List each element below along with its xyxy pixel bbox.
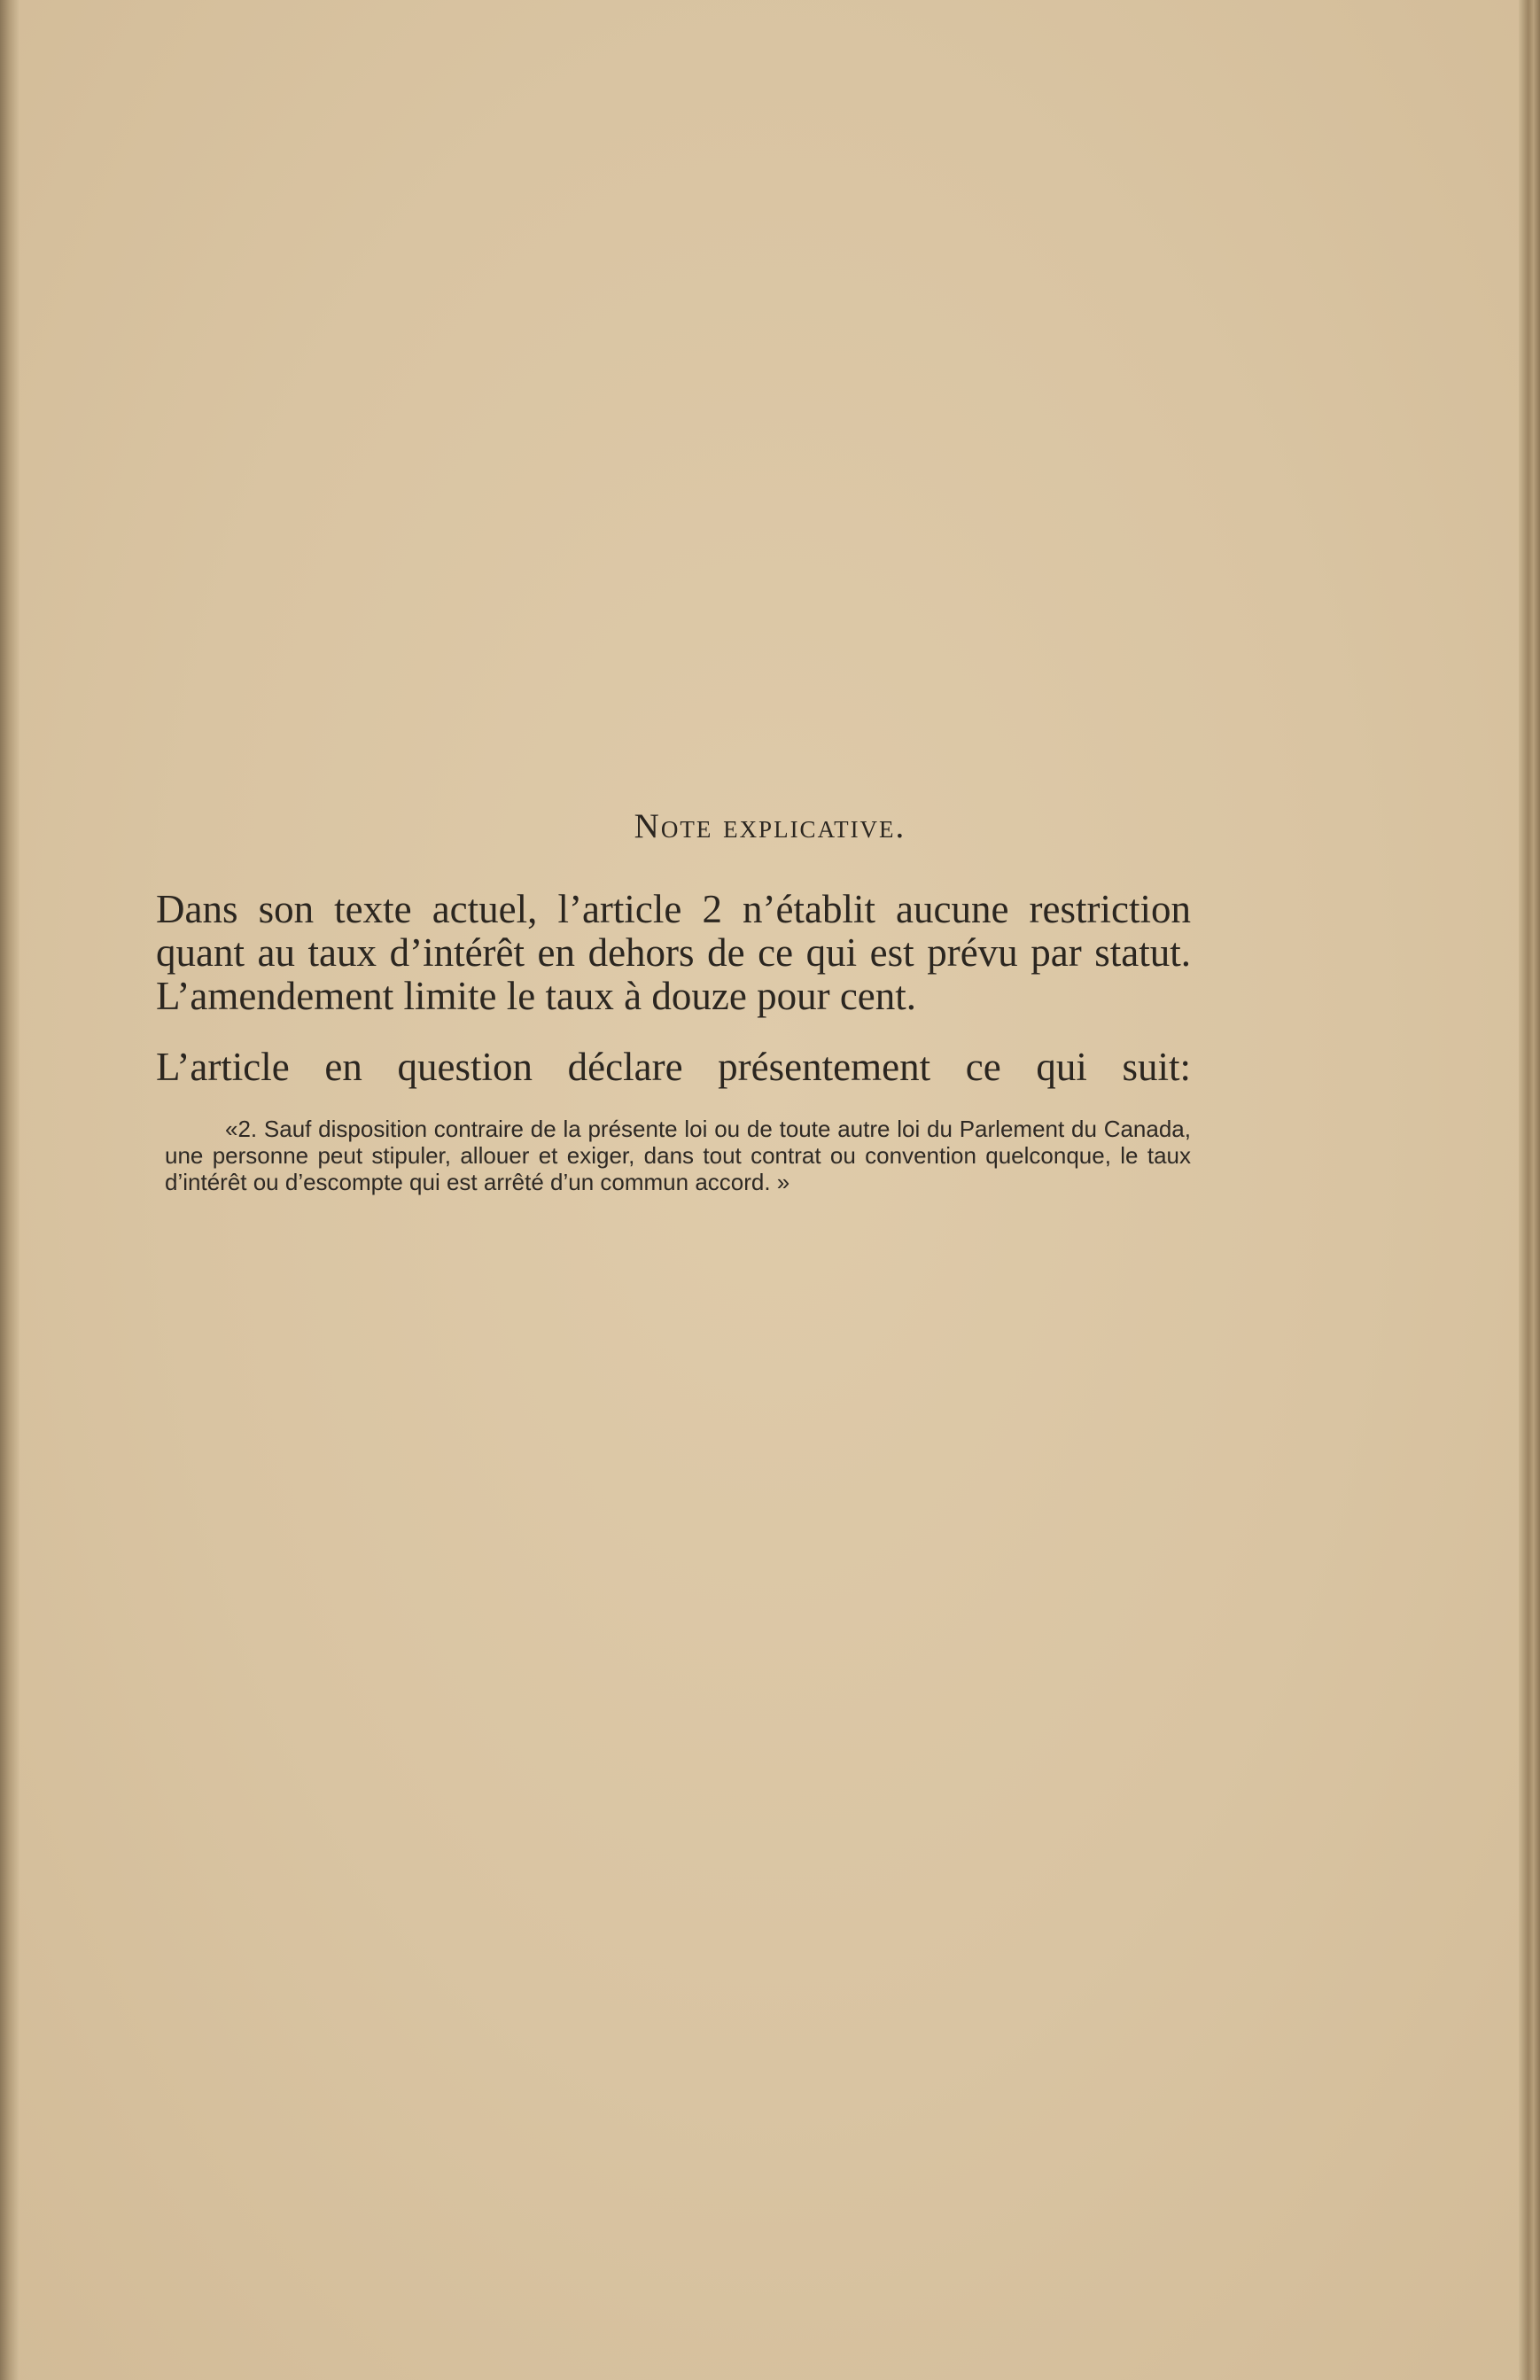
page-left-edge <box>0 0 19 2380</box>
article-quote: «2. Sauf disposition contraire de la présente loi ou de toute autre loi du Parlement du Canada, une personne peut stipuler, allouer et exiger, dans tout contrat ou convention quelconque, le taux d’intérêt ou d’escompte qui est arrêté d’un commun accord. » <box>165 1116 1191 1195</box>
page-right-edge <box>1519 0 1540 2380</box>
article-intro-paragraph: L’article en question déclare présentement ce qui suit: <box>156 1045 1191 1089</box>
page-heading: Note explicative. <box>634 807 906 845</box>
explanatory-paragraph: Dans son texte actuel, l’article 2 n’établit aucune restriction quant au taux d’intérêt en dehors de ce qui est prévu par statut. L’amendement limite le taux à douze pour cent. <box>156 887 1191 1018</box>
